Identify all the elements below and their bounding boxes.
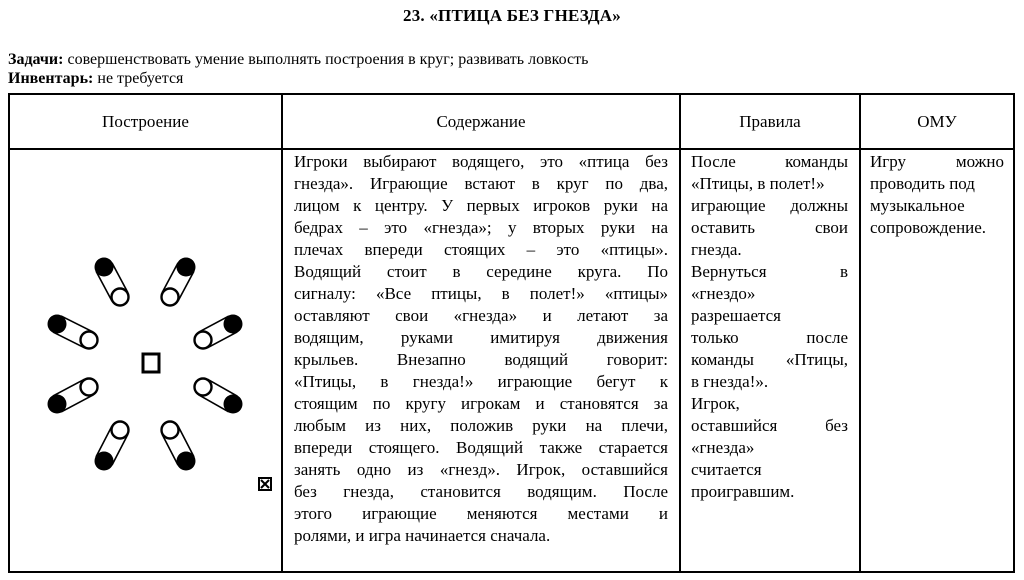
content-line: стоящим по кругу игрокам и становятся за xyxy=(294,394,668,413)
tasks-line xyxy=(8,51,588,69)
nest-player-icon xyxy=(48,315,67,334)
table-border-right xyxy=(1013,93,1015,573)
omu-line: сопровождение. xyxy=(870,218,987,237)
inventory-text: не требуется xyxy=(93,70,184,87)
content-line: плечах впереди стоящих – это «птицы». xyxy=(294,240,668,259)
nest-player-icon xyxy=(177,258,196,277)
header-rules: Правила xyxy=(739,112,801,131)
leader-square-icon xyxy=(143,354,159,372)
player-pair xyxy=(48,379,98,414)
nest-player-icon xyxy=(177,452,196,471)
bird-player-icon xyxy=(195,379,212,396)
content-cell xyxy=(294,151,668,547)
bird-player-icon xyxy=(162,422,179,439)
rules-line: считается xyxy=(691,460,762,479)
header-formation: Построение xyxy=(102,112,189,131)
page-title: 23. «ПТИЦА БЕЗ ГНЕЗДА» xyxy=(403,6,621,25)
table-divider-1 xyxy=(281,93,283,573)
rules-cell xyxy=(691,151,848,503)
nest-player-icon xyxy=(224,395,243,414)
rules-line: только после xyxy=(691,328,848,347)
table-border-bottom xyxy=(8,571,1015,573)
content-line: сигналу: «Все птицы, в полет!» «птицы» xyxy=(294,284,668,303)
player-pair xyxy=(162,258,196,306)
player-pair xyxy=(95,258,129,306)
content-line: «Птицы, в гнезда!» играющие бегут к xyxy=(294,372,668,391)
formation-diagram xyxy=(10,150,281,571)
nest-player-icon xyxy=(224,315,243,334)
content-line: Игроки выбирают водящего, это «птица без xyxy=(294,152,668,171)
content-line: Водящий стоит в середине круга. По xyxy=(294,262,668,281)
rules-line: в гнезда!». xyxy=(691,372,769,391)
game-table xyxy=(8,93,1015,573)
bird-player-icon xyxy=(81,379,98,396)
bird-player-icon xyxy=(195,332,212,349)
content-line: крыльев. Внезапно водящий говорит: xyxy=(294,350,668,369)
table-divider-3 xyxy=(859,93,861,573)
rules-line: «Птицы, в полет!» xyxy=(691,174,825,193)
content-line: лицом к центру. У первых игроков руки на xyxy=(294,196,668,215)
header-content: Содержание xyxy=(436,112,526,131)
content-line: без гнезда, становится водящим. После xyxy=(294,482,668,501)
inventory-line xyxy=(8,70,183,88)
content-line: ролями, и игра начинается сначала. xyxy=(294,526,551,545)
player-pair xyxy=(95,422,129,471)
bird-player-icon xyxy=(112,422,129,439)
rules-line: проигравшим. xyxy=(691,482,795,501)
formation-cell xyxy=(10,150,281,571)
tasks-text: совершенствовать умение выполнять построения в круг; развивать ловкость xyxy=(63,51,589,68)
teacher-icon xyxy=(259,478,271,490)
player-pair xyxy=(195,315,243,349)
content-line: гнезда». Играющие встают в круг по два, xyxy=(294,174,668,193)
inventory-label: Инвентарь: xyxy=(8,70,94,87)
player-pair xyxy=(48,315,98,349)
table-divider-2 xyxy=(679,93,681,573)
content-line: любым из них, положив руки на плечи, xyxy=(294,416,668,435)
omu-line: проводить под xyxy=(870,174,975,193)
content-line: занять одно из «гнезд». Игрок, оставшийся xyxy=(294,460,668,479)
omu-line: Игру можно xyxy=(870,152,1004,171)
rules-line: разрешается xyxy=(691,306,781,325)
nest-player-icon xyxy=(48,395,67,414)
rules-line: Вернуться в xyxy=(691,262,848,281)
bird-player-icon xyxy=(81,332,98,349)
rules-line: После команды xyxy=(691,152,848,171)
content-line: водящим, руками имитируя движения xyxy=(294,328,668,347)
nest-player-icon xyxy=(95,452,114,471)
rules-line: «гнездо» xyxy=(691,284,756,303)
omu-cell xyxy=(870,151,1004,239)
rules-line: играющие должны xyxy=(691,196,848,215)
omu-line: музыкальное xyxy=(870,196,965,215)
header-omu: ОМУ xyxy=(917,112,957,131)
rules-line: гнезда. xyxy=(691,240,742,259)
rules-line: оставить свои xyxy=(691,218,848,237)
content-line: впереди стоящего. Водящий также старается xyxy=(294,438,668,457)
bird-player-icon xyxy=(162,289,179,306)
nest-player-icon xyxy=(95,258,114,277)
content-line: оставляют свои «гнезда» и летают за xyxy=(294,306,668,325)
bird-player-icon xyxy=(112,289,129,306)
player-pair xyxy=(162,422,196,471)
rules-line: «гнезда» xyxy=(691,438,755,457)
player-pair xyxy=(195,379,243,414)
rules-line: Игрок, xyxy=(691,394,740,413)
rules-line: оставшийся без xyxy=(691,416,848,435)
content-line: бедрах – это «гнезда»; у вторых руки на xyxy=(294,218,668,237)
tasks-label: Задачи: xyxy=(8,51,64,68)
content-line: этого играющие меняются местами и xyxy=(294,504,668,523)
rules-line: команды «Птицы, xyxy=(691,350,848,369)
